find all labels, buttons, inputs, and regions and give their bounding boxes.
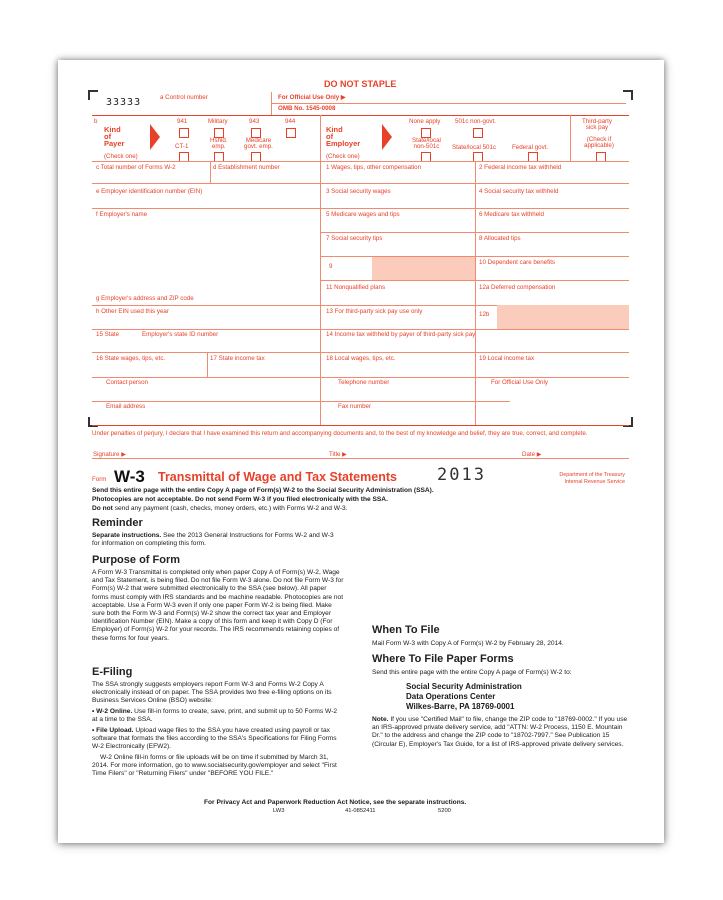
box-e-label: e Employer identification number (EIN) bbox=[96, 188, 203, 195]
signature-label: Signature ▶ bbox=[93, 451, 126, 458]
reminder-lead: Separate instructions. bbox=[92, 532, 162, 539]
box-9-label: 9 bbox=[329, 263, 333, 270]
box-12b-label: 12b bbox=[479, 311, 490, 318]
box-f-label: f Employer's name bbox=[96, 211, 148, 218]
employer-501c-label: 501c non-govt. bbox=[455, 118, 496, 125]
contact-person-label: Contact person bbox=[106, 379, 148, 386]
kind-of-payer-title: Kind of Payer bbox=[104, 125, 125, 148]
efiling-intro: The SSA strongly suggests employers report Form W-3 and Forms W-2 Copy A electronically instead of on paper. The SSA provides two free e-filing options on its Business Services Online (BSO) website: bbox=[92, 681, 332, 705]
employer-state-local-501c-label: State/local 501c bbox=[452, 144, 497, 151]
send-instruction: Send this entire page with the entire Copy A page of Form(s) W-2 to the Social Security Administration (SSA). bbox=[92, 487, 434, 494]
footer-code-5200: 5200 bbox=[438, 808, 451, 814]
payment-instruction-text: send any payment (cash, checks, money orders, etc.) with Forms W-2 and W-3. bbox=[112, 505, 348, 512]
box-13-label: 13 For third-party sick pay use only bbox=[326, 308, 423, 315]
form-word: Form bbox=[92, 476, 107, 483]
payer-941-checkbox[interactable] bbox=[179, 128, 189, 138]
box-2-label: 2 Federal income tax withheld bbox=[479, 164, 562, 171]
email-label: Email address bbox=[106, 403, 146, 410]
box-9-shade bbox=[372, 257, 475, 280]
corner-mark bbox=[88, 90, 98, 100]
telephone-label: Telephone number bbox=[338, 379, 390, 386]
perjury-statement: Under penalties of perjury, I declare that I have examined this return and accompanying documents and, to the best of my knowledge and belief, they are true, correct, and complete. bbox=[92, 430, 588, 437]
box-10-label: 10 Dependent care benefits bbox=[479, 259, 556, 266]
w2-online-text: Use fill-in forms to create, save, print, and submit up to 50 Forms W-2 at a time to the SSA. bbox=[92, 708, 338, 724]
box-15-label: 15 State bbox=[96, 331, 120, 338]
efiling-heading: E-Filing bbox=[92, 666, 133, 678]
official-use-label: For Official Use Only ▶ bbox=[278, 94, 346, 101]
box-3-label: 3 Social security wages bbox=[326, 188, 391, 195]
fax-label: Fax number bbox=[338, 403, 372, 410]
note-text: If you use "Certified Mail" to file, change the ZIP code to "18769-0002." If you use an IRS-approved private delivery service, add "ATTN: W-2 Process, 1150 E. Mountain Dr." to the address and change the ZIP code to "18702-7997." See Publication 15 (Circular E), Employer's Tax Guide, for a list of IRS-approved private delivery services. bbox=[372, 716, 628, 748]
file-upload-text: Upload wage files to the SSA you have created using payroll or tax software that formats the files according to the SSA's Specifications for Filing Forms W-2 Electronically (EFW2). bbox=[92, 727, 337, 751]
where-to-file-text: Send this entire page with the entire Copy A page of Form(s) W-2 to: bbox=[372, 669, 572, 676]
ssa-address-line3: Wilkes-Barre, PA 18769-0001 bbox=[406, 702, 515, 711]
where-to-file-heading: Where To File Paper Forms bbox=[372, 653, 514, 665]
box-17-label: 17 State income tax bbox=[210, 355, 265, 362]
payer-941-label: 941 bbox=[177, 118, 188, 125]
ssa-address-line2: Data Operations Center bbox=[406, 692, 496, 701]
form-number: W-3 bbox=[114, 467, 145, 486]
payment-instruction bbox=[92, 505, 348, 513]
reminder-text bbox=[92, 532, 340, 548]
box-18-label: 18 Local wages, tips, etc. bbox=[326, 355, 396, 362]
reminder-heading: Reminder bbox=[92, 517, 143, 529]
box-15-state-id-label: Employer's state ID number bbox=[142, 331, 219, 338]
payer-943-label: 943 bbox=[249, 118, 260, 125]
payer-medicare-label: Medicare govt. emp. bbox=[244, 137, 273, 151]
form-paper bbox=[58, 60, 664, 843]
employer-501c-checkbox[interactable] bbox=[473, 128, 483, 138]
purpose-text: A Form W-3 Transmittal is completed only when paper Copy A of Form(s) W-2, Wage and Tax Statement, is being filed. Do not file Form W-3 alone. Do not file Form W-3 for Form(s) W-2 that were submitted electronically to the SSA (see below). All paper forms must comply with IRS standards and be machine readable. Photocopies are not acceptable. Use a Form W-3 even if only one paper Form W-2 is being filed. Make sure both the Form W-3 and Form(s) W-2 show the correct tax year and Employer Identification Number (EIN). Make a copy of this form and keep it with Copy D (For Employer) of Form(s) W-2 for your records. The IRS recommends retaining copies of these forms for four years. bbox=[92, 569, 344, 642]
footer-code-lw3: LW3 bbox=[273, 808, 285, 814]
do-not-staple: DO NOT STAPLE bbox=[324, 79, 397, 89]
payment-instruction-lead: Do not bbox=[92, 505, 113, 512]
payer-944-label: 944 bbox=[285, 118, 296, 125]
reminder-body: See the 2013 General Instructions for Forms W-2 and W-3 for information on completing this form. bbox=[92, 532, 334, 548]
box-d-label: d Establishment number bbox=[213, 164, 280, 171]
payer-944-checkbox[interactable] bbox=[286, 128, 296, 138]
payer-ct1-label: CT-1 bbox=[175, 143, 189, 150]
third-party-sick-pay-label: Third-party sick pay bbox=[582, 118, 612, 132]
box-12a-label: 12a Deferred compensation bbox=[479, 284, 556, 291]
form-year: 2013 bbox=[437, 465, 486, 485]
box-7-label: 7 Social security tips bbox=[326, 235, 383, 242]
official-use-box-label: For Official Use Only bbox=[491, 379, 548, 386]
box-4-label: 4 Social security tax withheld bbox=[479, 188, 559, 195]
ssa-address-line1: Social Security Administration bbox=[406, 682, 522, 691]
photocopy-instruction: Photocopies are not acceptable. Do not send Form W-3 if you filed electronically with the SSA. bbox=[92, 496, 388, 503]
purpose-heading: Purpose of Form bbox=[92, 554, 181, 566]
efiling-w2-online bbox=[92, 708, 344, 724]
employer-none-label: None apply bbox=[409, 118, 441, 125]
payer-military-label: Military bbox=[208, 118, 228, 125]
control-number-label: a Control number bbox=[160, 94, 208, 101]
box-11-label: 11 Nonqualified plans bbox=[326, 284, 386, 291]
third-party-check-if-label: (Check if applicable) bbox=[584, 136, 614, 150]
box-c-label: c Total number of Forms W-2 bbox=[96, 164, 176, 171]
file-upload-lead: • File Upload. bbox=[92, 727, 134, 734]
title-label: Title ▶ bbox=[329, 451, 347, 458]
control-number-code: 33333 bbox=[106, 97, 142, 108]
kind-of-employer-check-one: (Check one) bbox=[326, 153, 360, 160]
box-12b-shade bbox=[497, 305, 629, 329]
box-6-label: 6 Medicare tax withheld bbox=[479, 211, 545, 218]
department-label: Department of the Treasury Internal Revenue Service bbox=[559, 472, 625, 485]
form-name: Transmittal of Wage and Tax Statements bbox=[158, 470, 397, 484]
employer-federal-label: Federal govt. bbox=[512, 144, 549, 151]
where-note bbox=[372, 716, 630, 749]
omb-number: OMB No. 1545-0008 bbox=[278, 105, 336, 112]
box-b-letter: b bbox=[94, 118, 98, 125]
footer-code-number: 41-0852411 bbox=[345, 808, 376, 814]
box-14-label: 14 Income tax withheld by payer of third-party sick pay bbox=[326, 331, 476, 338]
efiling-file-upload bbox=[92, 727, 344, 752]
corner-mark bbox=[623, 90, 633, 100]
box-19-label: 19 Local income tax bbox=[479, 355, 535, 362]
w2-online-lead: • W-2 Online. bbox=[92, 708, 133, 715]
box-8-label: 8 Allocated tips bbox=[479, 235, 521, 242]
payer-hshld-label: Hshld. emp. bbox=[210, 137, 228, 151]
employer-state-local-non-label: State/local non-501c bbox=[412, 137, 441, 151]
box-h-label: h Other EIN used this year bbox=[96, 308, 169, 315]
privacy-notice: For Privacy Act and Paperwork Reduction Act Notice, see the separate instructions. bbox=[204, 799, 467, 806]
box-1-label: 1 Wages, tips, other compensation bbox=[326, 164, 422, 171]
box-16-label: 16 State wages, tips, etc. bbox=[96, 355, 166, 362]
employer-arrow-icon bbox=[382, 124, 392, 150]
when-to-file-text: Mail Form W-3 with Copy A of Form(s) W-2 by February 28, 2014. bbox=[372, 640, 564, 647]
date-label: Date ▶ bbox=[522, 451, 542, 458]
payer-arrow-icon bbox=[150, 124, 160, 150]
efiling-closing: W-2 Online fill-in forms or file uploads will be on time if submitted by March 31, 2014. For more information, go to www.socialsecurity.gov/employer and select "First Time Filers" or "Returning Filers" under "BEFORE YOU FILE." bbox=[92, 754, 337, 778]
box-g-label: g Employer's address and ZIP code bbox=[96, 295, 194, 302]
note-lead: Note. bbox=[372, 716, 389, 723]
kind-of-employer-title: Kind of Employer bbox=[326, 125, 361, 148]
when-to-file-heading: When To File bbox=[372, 624, 440, 636]
box-5-label: 5 Medicare wages and tips bbox=[326, 211, 400, 218]
kind-of-payer-check-one: (Check one) bbox=[104, 153, 138, 160]
